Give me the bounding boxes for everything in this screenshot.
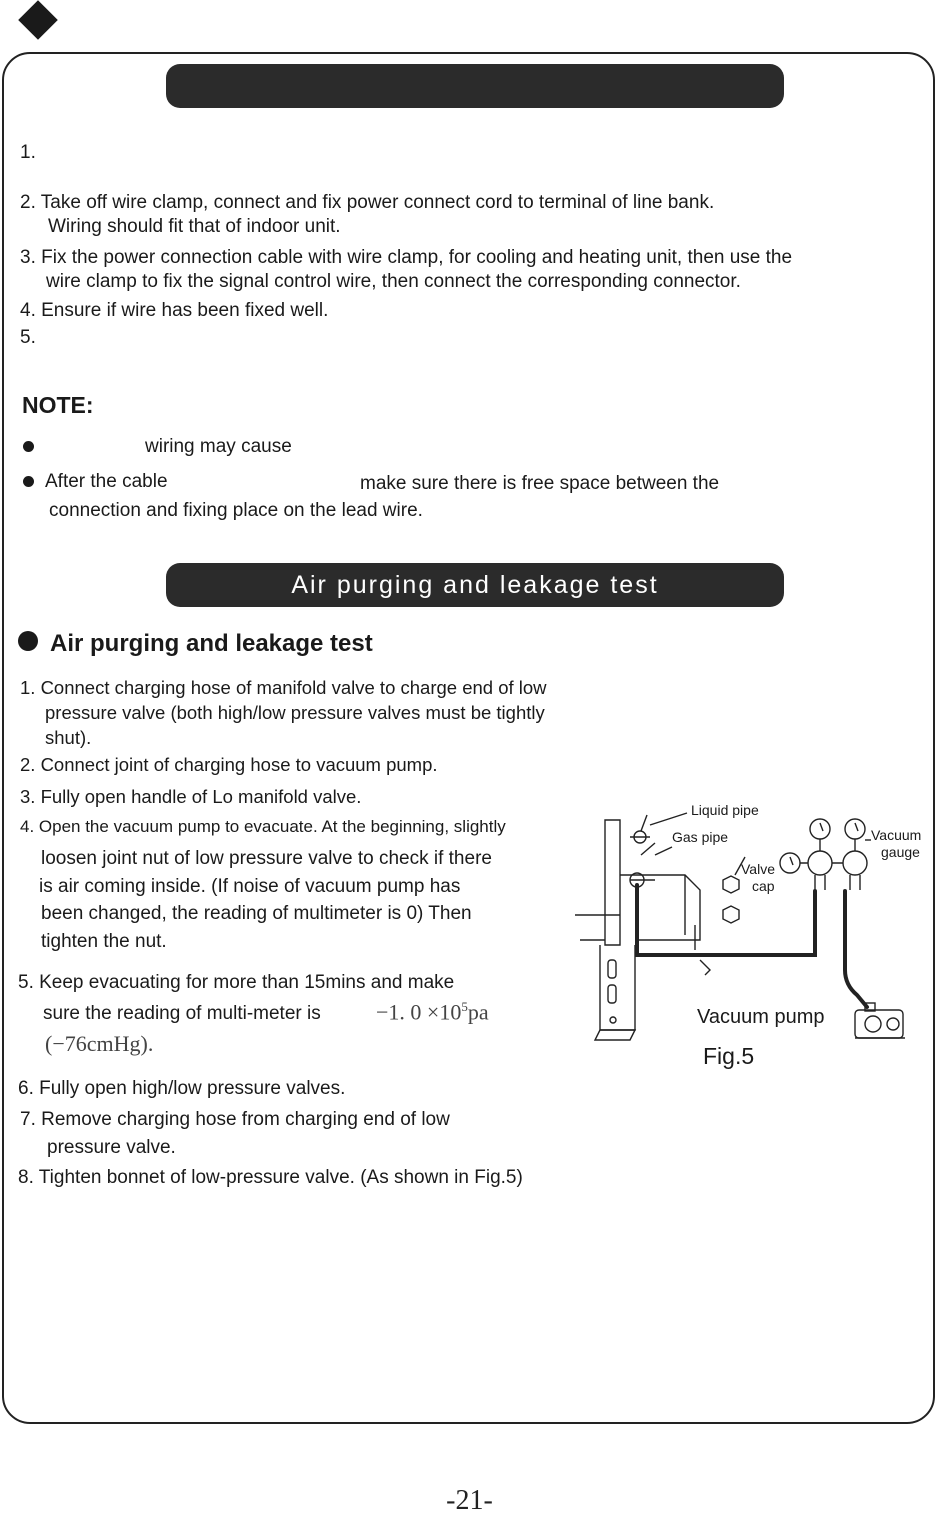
connect-step-1: 1. <box>20 142 36 163</box>
figure-5 <box>575 795 937 1070</box>
formula-unit: pa <box>467 999 489 1025</box>
section-banner-top <box>166 64 784 108</box>
purge-step-1: 1. Connect charging hose of manifold valve to charge end of low <box>20 677 547 698</box>
connect-step-3-cont: wire clamp to fix the signal control wire, then connect the corresponding connector. <box>46 271 741 292</box>
label-valve-cap-2: cap <box>752 878 775 894</box>
purge-step-5: 5. Keep evacuating for more than 15mins and make <box>18 972 455 993</box>
page-number: -21- <box>446 1485 493 1516</box>
vacuum-reading-formula <box>376 999 489 1025</box>
connect-step-2: 2. Take off wire clamp, connect and fix power connect cord to terminal of line bank. <box>20 192 715 213</box>
purge-step-4-cont-b: is air coming inside. (If noise of vacuum pump has <box>39 876 461 897</box>
purge-step-4-cont-c: been changed, the reading of multimeter is 0) Then <box>41 903 472 924</box>
formula-exponent: 5 <box>461 999 468 1014</box>
connect-step-4: 4. Ensure if wire has been fixed well. <box>20 300 329 321</box>
note-bullet-1 <box>23 441 34 452</box>
purge-step-1-cont-a: pressure valve (both high/low pressure valves must be tightly <box>45 702 545 723</box>
purge-step-3: 3. Fully open handle of Lo manifold valve. <box>20 786 362 807</box>
purge-step-6: 6. Fully open high/low pressure valves. <box>18 1078 346 1099</box>
vacuum-reading-cmhg: (−76cmHg). <box>45 1031 154 1056</box>
label-gas-pipe: Gas pipe <box>672 829 729 845</box>
purge-step-2: 2. Connect joint of charging hose to vacuum pump. <box>20 754 438 775</box>
note-item-2-right: make sure there is free space between the <box>360 473 720 494</box>
label-vacuum-pump: Vacuum pump <box>697 1006 825 1028</box>
purge-step-7-cont: pressure valve. <box>47 1137 176 1158</box>
label-vacuum-gauge-2: gauge <box>881 844 920 860</box>
purge-step-4-cont-d: tighten the nut. <box>41 931 167 952</box>
figure-caption: Fig.5 <box>703 1043 755 1069</box>
connect-step-3: 3. Fix the power connection cable with wire clamp, for cooling and heating unit, then use the <box>20 247 793 268</box>
purge-step-8: 8. Tighten bonnet of low-pressure valve. (As shown in Fig.5) <box>18 1167 523 1188</box>
purge-step-5-cont: sure the reading of multi-meter is <box>43 1003 321 1024</box>
section-banner-air-purging: Air purging and leakage test <box>166 563 784 607</box>
label-valve-cap-1: Valve <box>741 861 775 877</box>
note-bullet-2 <box>23 476 34 487</box>
note-item-2-cont: connection and fixing place on the lead wire. <box>49 500 423 521</box>
label-vacuum-gauge-1: Vacuum <box>871 827 922 843</box>
note-title: NOTE: <box>22 392 94 418</box>
section-bullet <box>18 631 38 651</box>
purge-step-4: 4. Open the vacuum pump to evacuate. At the beginning, slightly <box>20 817 506 836</box>
section-diamond-icon <box>18 0 58 40</box>
purge-step-1-cont-b: shut). <box>45 727 92 748</box>
connect-step-5: 5. <box>20 327 36 348</box>
label-liquid-pipe: Liquid pipe <box>691 802 759 818</box>
section-title: Air purging and leakage test <box>50 630 373 657</box>
note-item-1: wiring may cause <box>145 436 292 457</box>
formula-base: −1. 0 ×10 <box>376 999 462 1025</box>
purge-step-4-cont-a: loosen joint nut of low pressure valve to check if there <box>41 848 492 869</box>
purge-step-7: 7. Remove charging hose from charging end of low <box>20 1109 450 1130</box>
connect-step-2-cont: Wiring should fit that of indoor unit. <box>48 216 341 237</box>
note-item-2-left: After the cable <box>45 471 168 492</box>
